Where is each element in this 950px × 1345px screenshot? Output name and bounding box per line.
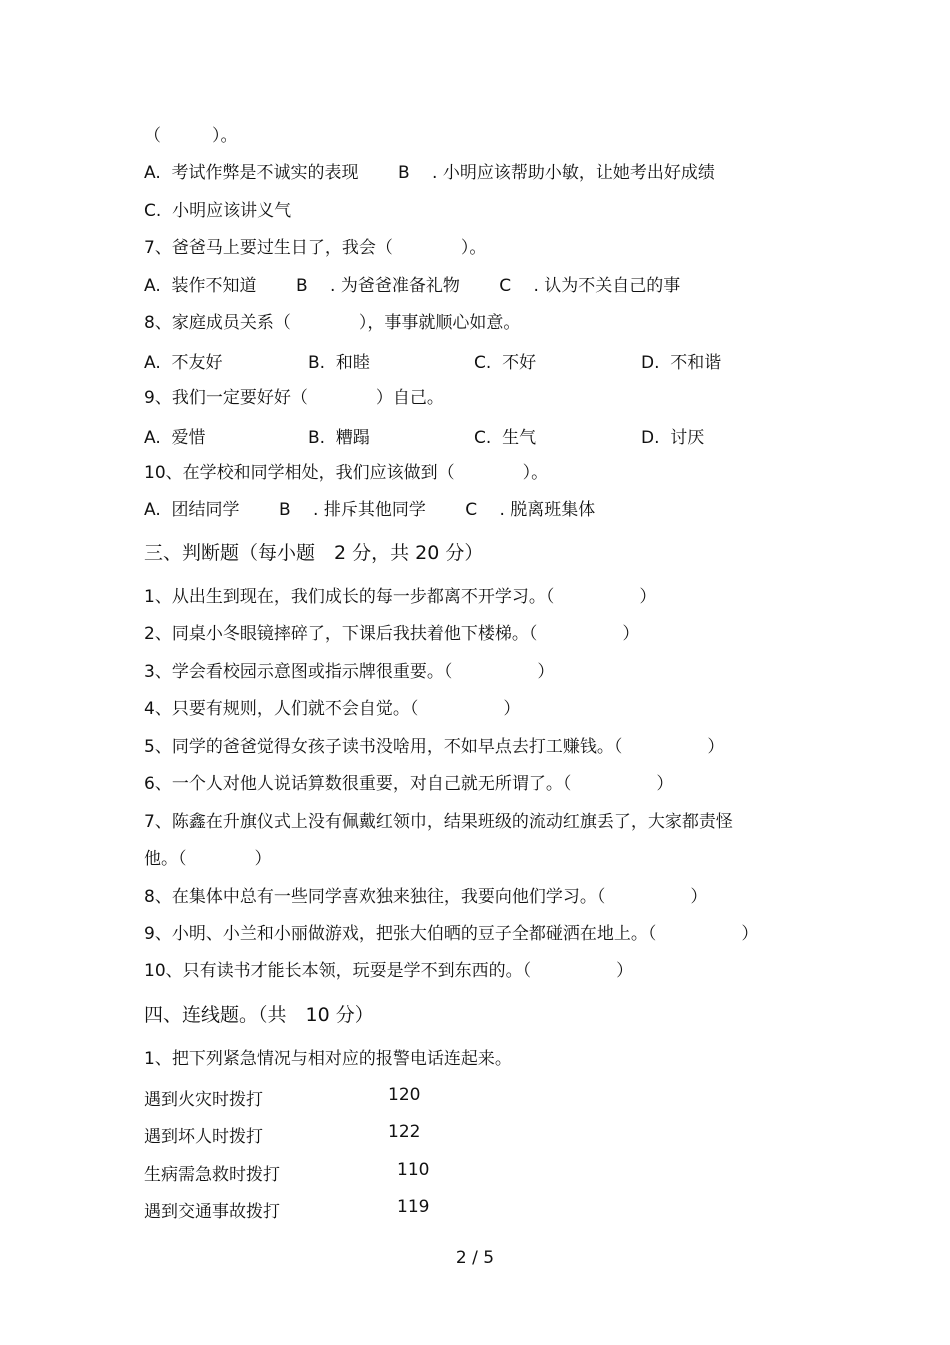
- option: D. 讨厌: [641, 428, 705, 448]
- text-line: 1、把下列紧急情况与相对应的报警电话连起来。: [144, 1049, 512, 1069]
- option: C. 生气: [474, 428, 537, 448]
- section-heading: 四、连线题。（共 10 分）: [144, 1004, 374, 1026]
- text-line: 8、家庭成员关系（ ），事事就顺心如意。: [144, 313, 521, 333]
- option: C. 不好: [474, 353, 537, 373]
- text-line: 3、学会看校园示意图或指示牌很重要。（ ）: [144, 662, 555, 682]
- text-line: 9、我们一定要好好（ ）自己。: [144, 388, 444, 408]
- text-line: 2、同桌小冬眼镜摔碎了，下课后我扶着他下楼梯。（ ）: [144, 624, 640, 644]
- match-left-item: 生病需急救时拨打: [144, 1165, 280, 1185]
- match-left-item: 遇到火灾时拨打: [144, 1090, 263, 1110]
- text-line: C. 小明应该讲义气: [144, 201, 292, 221]
- text-line: 10、在学校和同学相处，我们应该做到（ ）。: [144, 463, 549, 483]
- text-line: 5、同学的爸爸觉得女孩子读书没啥用，不如早点去打工赚钱。（ ）: [144, 737, 725, 757]
- text-line: 7、陈鑫在升旗仪式上没有佩戴红领巾，结果班级的流动红旗丢了，大家都责怪: [144, 812, 733, 832]
- text-line: 1、从出生到现在，我们成长的每一步都离不开学习。（ ）: [144, 587, 657, 607]
- option: D. 不和谐: [641, 353, 722, 373]
- option: B. 和睦: [308, 353, 370, 373]
- text-line: 4、只要有规则，人们就不会自觉。（ ）: [144, 699, 521, 719]
- option: B. 糟蹋: [308, 428, 370, 448]
- text-line: 9、小明、小兰和小丽做游戏，把张大伯晒的豆子全都碰洒在地上。（ ）: [144, 924, 759, 944]
- text-line: 7、爸爸马上要过生日了，我会（ ）。: [144, 238, 487, 258]
- text-line: 10、只有读书才能长本领，玩耍是学不到东西的。（ ）: [144, 961, 634, 981]
- option: A. 爱惜: [144, 428, 206, 448]
- text-line: A. 团结同学 B . 排斥其他同学 C . 脱离班集体: [144, 500, 596, 520]
- match-right-item: 122: [388, 1122, 421, 1142]
- match-left-item: 遇到交通事故拨打: [144, 1202, 280, 1222]
- section-heading: 三、判断题（每小题 2 分，共 20 分）: [144, 542, 484, 564]
- text-line: A. 装作不知道 B . 为爸爸准备礼物 C . 认为不关自己的事: [144, 276, 681, 296]
- text-line: 他。（ ）: [144, 849, 272, 869]
- text-line: 6、一个人对他人说话算数很重要，对自己就无所谓了。（ ）: [144, 774, 674, 794]
- text-line: A. 考试作弊是不诚实的表现 B . 小明应该帮助小敏，让她考出好成绩: [144, 163, 715, 183]
- text-line: （ ）。: [144, 126, 238, 146]
- match-right-item: 120: [388, 1085, 421, 1105]
- match-left-item: 遇到坏人时拨打: [144, 1127, 263, 1147]
- match-right-item: 110: [397, 1160, 430, 1180]
- text-line: 8、在集体中总有一些同学喜欢独来独往，我要向他们学习。（ ）: [144, 887, 708, 907]
- match-right-item: 119: [397, 1197, 430, 1217]
- option: A. 不友好: [144, 353, 223, 373]
- page-number: 2 / 5: [455, 1248, 495, 1268]
